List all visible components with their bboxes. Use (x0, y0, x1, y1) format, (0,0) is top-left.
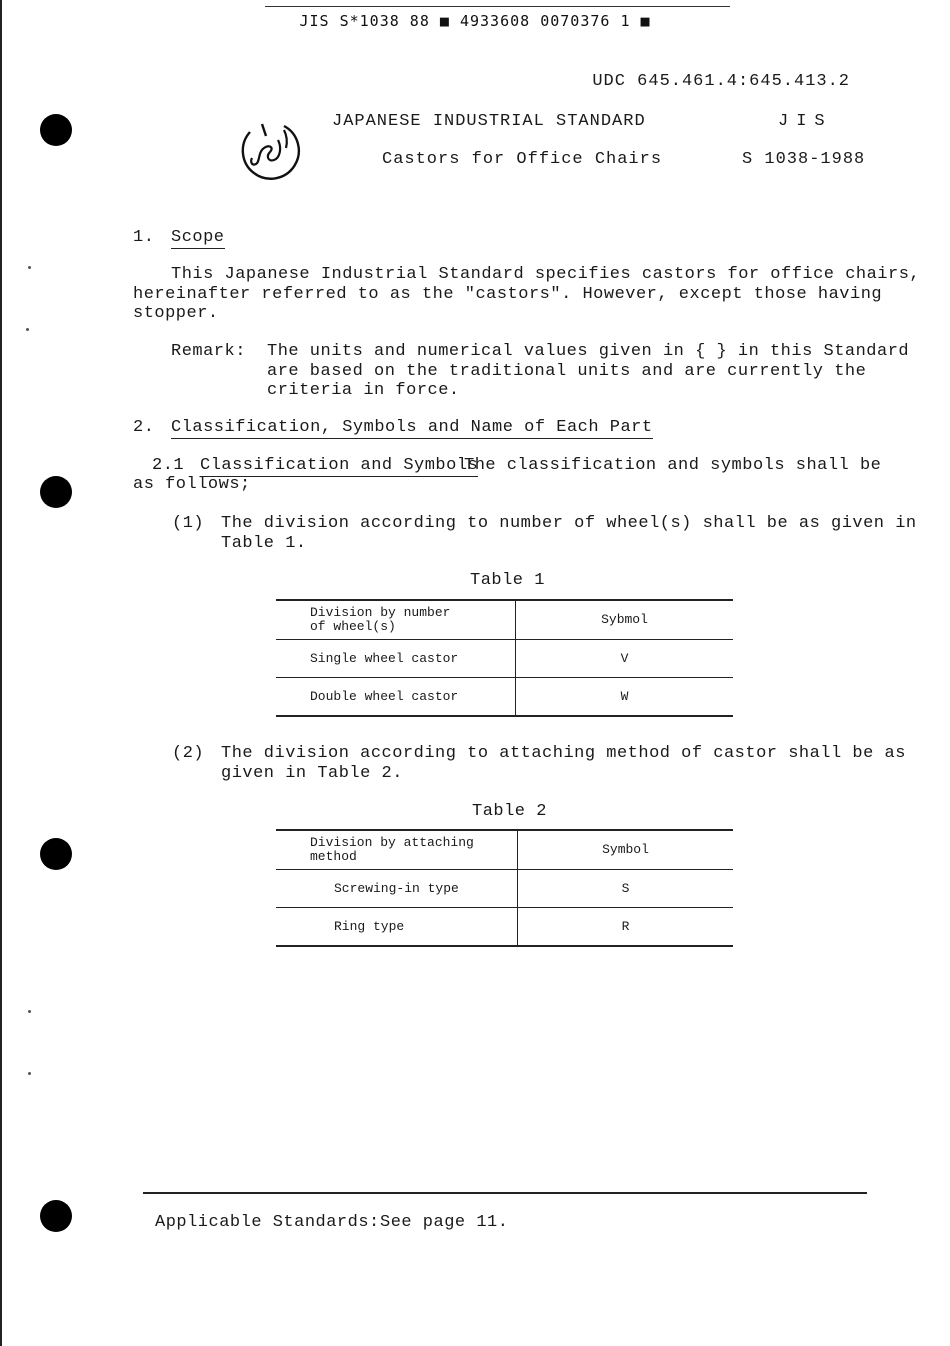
footer-label: Applicable Standards: (155, 1213, 380, 1232)
punch-hole (40, 114, 72, 146)
table-cell-symbol: W (516, 677, 734, 716)
section-1-number: 1. (133, 228, 155, 247)
table-2 (276, 829, 733, 947)
table-row (276, 869, 733, 907)
table-header-division: Division by number of wheel(s) (310, 604, 451, 634)
org-title: JAPANESE INDUSTRIAL STANDARD (332, 112, 646, 131)
scan-speck (28, 266, 31, 269)
table-cell-symbol: V (516, 639, 734, 677)
standard-title: Castors for Office Chairs (382, 150, 663, 169)
table-header-symbol: Sybmol (516, 600, 734, 639)
table-cell-division: Ring type (334, 918, 405, 934)
section-2-title: Classification, Symbols and Name of Each Part (171, 418, 653, 437)
punch-hole (40, 838, 72, 870)
scan-header-code: JIS S*1038 88 ■ 4933608 0070376 1 ■ (299, 12, 651, 30)
footer-rule (143, 1192, 867, 1194)
table-cell-division: Double wheel castor (310, 688, 459, 704)
subsection-number: 2.1 (152, 456, 185, 475)
footer-text: See page 11. (380, 1213, 509, 1232)
subsection-text-cont: as follows; (133, 475, 251, 494)
table-header-symbol: Symbol (518, 830, 734, 869)
table-header-row (276, 600, 733, 639)
punch-hole (40, 476, 72, 508)
table-2-caption: Table 2 (472, 802, 547, 821)
jis-mark-icon (236, 118, 302, 184)
jis-label: JIS (778, 112, 833, 131)
table-header-division: Division by attaching method (310, 834, 474, 864)
item-1-label: (1) (172, 514, 205, 533)
table-row (276, 677, 733, 716)
table-cell-division: Screwing-in type (334, 880, 459, 896)
item-2-label: (2) (172, 744, 205, 763)
top-rule (265, 6, 730, 7)
page-border (0, 0, 2, 1346)
punch-hole (40, 1200, 72, 1232)
table-1-caption: Table 1 (470, 571, 545, 590)
table-header-row (276, 830, 733, 869)
scan-speck (28, 1010, 31, 1013)
remark-text: The units and numerical values given in { } in this Standard are based on the traditional units and are currently the criteria in force. (267, 342, 910, 400)
udc-number: UDC 645.461.4:645.413.2 (592, 72, 850, 91)
scope-paragraph: This Japanese Industrial Standard specifies castors for office chairs, hereinafter referred to as the "castors". However, except those having stopper. (133, 265, 921, 323)
section-1-title: Scope (171, 228, 225, 247)
scan-speck (28, 1072, 31, 1075)
remark-label: Remark: (171, 342, 246, 361)
item-2-text: The division according to attaching method of castor shall be as given in Table 2. (221, 744, 906, 783)
table-row (276, 639, 733, 677)
subsection-text: The classification and symbols shall be (464, 456, 882, 475)
table-cell-symbol: S (518, 869, 734, 907)
table-1 (276, 599, 733, 717)
table-row (276, 907, 733, 946)
table-cell-division: Single wheel castor (310, 650, 459, 666)
scan-speck (26, 328, 29, 331)
standard-number: S 1038-1988 (742, 150, 866, 169)
item-1-text: The division according to number of wheel(s) shall be as given in Table 1. (221, 514, 917, 553)
section-2-number: 2. (133, 418, 155, 437)
table-cell-symbol: R (518, 907, 734, 946)
subsection-title: Classification and Symbols (200, 456, 479, 475)
